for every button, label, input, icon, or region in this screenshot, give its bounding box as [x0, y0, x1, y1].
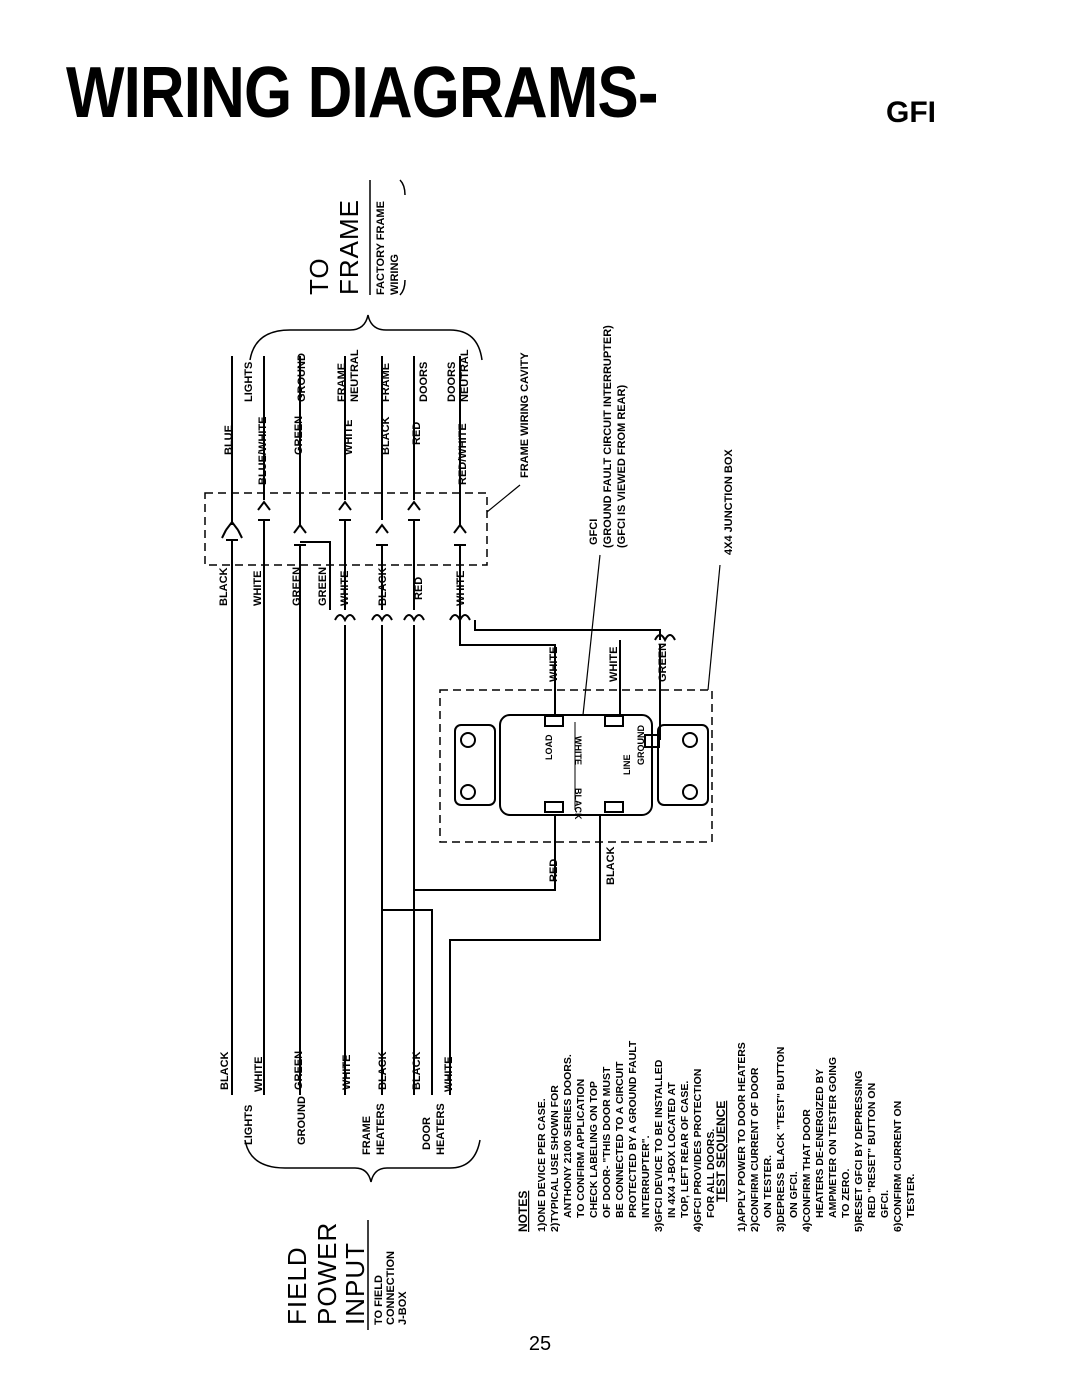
test-line: 5)RESET GFCI BY DEPRESSING	[853, 1070, 865, 1232]
bottom-wire-label: BLACK	[219, 1051, 231, 1090]
note-line: INTERRUPTER".	[640, 1135, 652, 1218]
note-line: 2)TYPICAL USE SHOWN FOR	[549, 1085, 561, 1232]
device-label: LOAD	[544, 734, 554, 760]
bottom-group-label: DOOR	[421, 1117, 433, 1150]
jbox-callout: 4X4 JUNCTION BOX	[723, 449, 735, 555]
mid-wire-label: GREEN	[291, 566, 303, 606]
mid-wire-label: BLACK	[218, 567, 230, 606]
test-line: TESTER.	[905, 1173, 917, 1218]
test-line: ON GFCI.	[788, 1171, 800, 1218]
note-line: CHECK LABELING ON TOP	[588, 1081, 600, 1218]
field-power-l1: FIELD	[282, 1246, 312, 1325]
note-line: IN 4X4 J-BOX LOCATED AT	[666, 1082, 678, 1218]
test-line: 4)CONFIRM THAT DOOR	[801, 1109, 813, 1232]
device-wire-label: WHITE	[608, 646, 620, 682]
device-label: WHITE	[573, 736, 583, 765]
bottom-group-label: HEATERS	[375, 1103, 387, 1155]
mid-wire-label: BLACK	[377, 567, 389, 606]
page-number: 25	[528, 1333, 552, 1355]
top-group-label: DOORS	[446, 361, 458, 402]
field-power-l2: POWER	[312, 1221, 342, 1325]
field-power-sub2: CONNECTION	[385, 1251, 397, 1325]
bottom-wire-label: WHITE	[443, 1056, 455, 1092]
device-label: GROUND	[636, 725, 646, 765]
note-line: BE CONNECTED TO A CIRCUIT	[614, 1061, 626, 1218]
mid-wire-label: WHITE	[252, 570, 264, 606]
top-wire-label: GREEN	[293, 415, 305, 455]
note-line: 3)GFCI DEVICE TO BE INSTALLED	[653, 1059, 665, 1232]
top-group-label: DOORS	[418, 361, 430, 402]
device-label: LINE	[622, 754, 632, 775]
note-line: 1)ONE DEVICE PER CASE.	[536, 1098, 548, 1232]
mid-wire-label: WHITE	[455, 570, 467, 606]
field-power-sub1: TO FIELD	[373, 1275, 385, 1325]
bottom-group-label: LIGHTS	[243, 1104, 255, 1145]
top-wire-label: BLUE	[223, 425, 235, 455]
top-wire-label: RED/WHITE	[457, 423, 469, 485]
note-line: OF DOOR- "THIS DOOR MUST	[601, 1066, 613, 1218]
bottom-wire-label: BLACK	[377, 1051, 389, 1090]
device-wire-label: WHITE	[548, 646, 560, 682]
top-wire-label: RED	[411, 421, 423, 445]
test-line: 6)CONFIRM CURRENT ON	[892, 1100, 904, 1232]
bottom-wire-label: WHITE	[341, 1054, 353, 1090]
top-wire-label: BLACK	[380, 416, 392, 455]
mid-wire-label: WHITE	[339, 570, 351, 606]
top-wire-label: BLUE/WHITE	[257, 416, 269, 485]
test-line: GFCI.	[879, 1190, 891, 1218]
bottom-group-label: GROUND	[296, 1096, 308, 1145]
device-label: BLACK	[573, 788, 583, 820]
field-power-sub3: J-BOX	[397, 1291, 409, 1325]
test-line: 1)APPLY POWER TO DOOR HEATERS	[736, 1042, 748, 1232]
test-line: HEATERS DE-ENERGIZED BY	[814, 1068, 826, 1218]
mid-wire-label: GREEN	[317, 566, 329, 606]
gfci-callout-3: (GFCI IS VIEWED FROM REAR)	[616, 384, 628, 548]
note-line: FOR ALL DOORS.	[705, 1128, 717, 1218]
to-frame-frame: FRAME	[334, 199, 364, 295]
field-power-l3: INPUT	[340, 1242, 370, 1325]
top-wire-label: WHITE	[343, 419, 355, 455]
top-group-label: NEUTRAL	[349, 349, 361, 402]
bottom-group-label: FRAME	[361, 1115, 373, 1155]
test-line: 2)CONFIRM CURRENT OF DOOR	[749, 1067, 761, 1232]
test-heading: TEST SEQUENCE	[714, 1100, 728, 1202]
note-line: TOP, LEFT REAR OF CASE.	[679, 1080, 691, 1218]
device-wire-label: GREEN	[657, 642, 669, 682]
note-line: TO CONFIRM APPLICATION	[575, 1078, 587, 1218]
bottom-wire-label: BLACK	[411, 1051, 423, 1090]
test-line: 3)DEPRESS BLACK "TEST" BUTTON	[775, 1046, 787, 1232]
gfci-callout-1: GFCI	[588, 518, 600, 545]
top-group-label: FRAME	[380, 362, 392, 402]
bottom-wire-label: GREEN	[293, 1050, 305, 1090]
top-group-label: LIGHTS	[243, 361, 255, 402]
cavity-callout: FRAME WIRING CAVITY	[519, 352, 531, 478]
mid-wire-label: RED	[413, 576, 425, 600]
bottom-group-label: HEATERS	[435, 1103, 447, 1155]
gfci-callout-2: (GROUND FAULT CIRCUIT INTERRUPTER)	[602, 325, 614, 548]
top-group-label: GROUND	[296, 353, 308, 402]
test-line: AMPMETER ON TESTER GOING	[827, 1056, 839, 1218]
to-frame-sub1: FACTORY FRAME	[375, 201, 387, 295]
test-line: ON TESTER.	[762, 1154, 774, 1218]
title-gfi: GFI	[886, 96, 936, 129]
top-group-label: FRAME	[336, 362, 348, 402]
top-group-label: NEUTRAL	[459, 349, 471, 402]
title-main: WIRING DIAGRAMS-	[66, 53, 658, 133]
test-line: RED "RESET" BUTTON ON	[866, 1082, 878, 1218]
test-line: TO ZERO.	[840, 1168, 852, 1218]
note-line: PROTECTED BY A GROUND FAULT	[627, 1040, 639, 1218]
bottom-wire-label: WHITE	[253, 1056, 265, 1092]
note-line: ANTHONY 2100 SERIES DOORS.	[562, 1054, 574, 1218]
device-wire-label: RED	[548, 858, 560, 882]
note-line: 4)GFCI PROVIDES PROTECTION	[692, 1068, 704, 1232]
to-frame-to: TO	[304, 257, 334, 295]
notes-heading: NOTES	[516, 1190, 530, 1232]
device-wire-label: BLACK	[605, 846, 617, 885]
to-frame-sub2: WIRING	[389, 254, 401, 295]
